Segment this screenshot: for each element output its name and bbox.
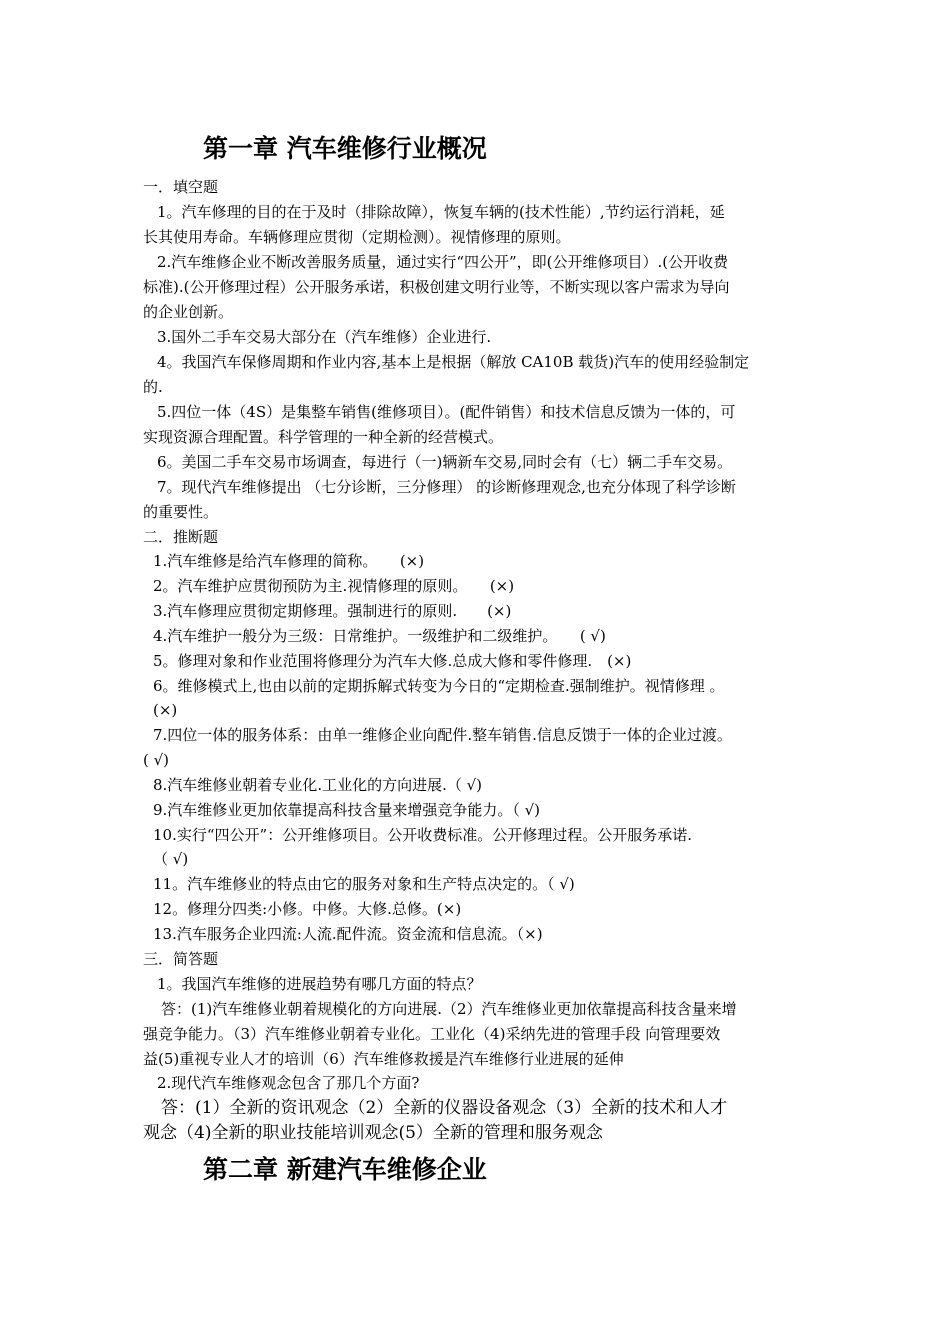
fill-in-q4: 4。我国汽车保修周期和作业内容,基本上是根据（解放 CA10B 载货)汽车的使用经验制定 (157, 353, 750, 371)
judgment-q10-answer: （ √) (153, 850, 189, 868)
judgment-q3: 3.汽车修理应贯彻定期修理。强制进行的原则. (×) (153, 602, 512, 620)
judgment-q7-answer: ( √) (143, 751, 170, 769)
chapter-2-title: 第二章 新建汽车维修企业 (203, 1155, 487, 1184)
judgment-q1: 1.汽车维修是给汽车修理的简称。 (×) (153, 552, 425, 570)
short-answer-q1: 1。我国汽车维修的进展趋势有哪几方面的特点？ (157, 975, 482, 993)
judgment-q9: 9.汽车维修业更加依靠提高科技含量来增强竞争能力。（ √) (153, 801, 540, 819)
short-answer-q2: 2.现代汽车维修观念包含了那几个方面? (157, 1074, 420, 1092)
fill-in-q2-cont-1: 标准).(公开修理过程）公开服务承诺，积极创建文明行业等，不断实现以客户需求为导向 (143, 278, 730, 296)
short-answer-a1-cont-1: 强竞争能力。（3）汽车维修业朝着专业化。工业化（4)采纳先进的管理手段 向管理要效 (143, 1025, 721, 1043)
fill-in-q6: 6。美国二手车交易市场调查，每进行（一)辆新车交易,同时会有（七）辆二手车交易。 (157, 453, 733, 471)
fill-in-q5-cont: 实现资源合理配置。科学管理的一种全新的经营模式。 (143, 428, 504, 446)
fill-in-q1: 1。汽车修理的目的在于及时（排除故障），恢复车辆的(技术性能）,节约运行消耗，延 (157, 203, 725, 221)
short-answer-a1: 答：(1)汽车维修业朝着规模化的方向进展.（2）汽车维修业更加依靠提高科技含量来增 (161, 1000, 737, 1018)
section-heading-fill-in: 一．填空题 (143, 178, 219, 196)
judgment-q6: 6。维修模式上,也由以前的定期拆解式转变为今日的“定期检查.强制维护。视情修理 。 (153, 677, 725, 695)
judgment-q4: 4.汽车维护一般分为三级：日常维护。一级维护和二级维护。 ( √) (153, 627, 606, 645)
judgment-q6-answer: (×) (153, 701, 178, 719)
fill-in-q7-cont: 的重要性。 (143, 503, 219, 521)
short-answer-a1-cont-2: 益(5)重视专业人才的培训（6）汽车维修救援是汽车维修行业进展的延伸 (143, 1050, 624, 1068)
chapter-1-title: 第一章 汽车维修行业概况 (203, 134, 487, 163)
judgment-q13: 13.汽车服务企业四流:人流.配件流。资金流和信息流。（×) (153, 925, 543, 943)
judgment-q2: 2。汽车维护应贯彻预防为主.视情修理的原则。 (×) (153, 577, 515, 595)
judgment-q8: 8.汽车维修业朝着专业化.工业化的方向进展.（ √) (153, 776, 483, 794)
fill-in-q3: 3.国外二手车交易大部分在（汽车维修）企业进行. (157, 328, 492, 346)
judgment-q12: 12。修理分四类:小修。中修。大修.总修。(×) (153, 900, 462, 918)
judgment-q10: 10.实行“四公开”：公开维修项目。公开收费标准。公开修理过程。公开服务承诺. (153, 826, 692, 844)
fill-in-q2-cont-2: 的企业创新。 (143, 303, 234, 321)
fill-in-q5: 5.四位一体（4S）是集整车销售(维修项目）。(配件销售）和技术信息反馈为一体的，可 (157, 403, 736, 421)
fill-in-q1-cont: 长其使用寿命。车辆修理应贯彻（定期检测）。视情修理的原则。 (143, 228, 571, 246)
fill-in-q2: 2.汽车维修企业不断改善服务质量，通过实行“四公开”，即(公开维修项目）.(公开收费 (157, 253, 729, 271)
section-heading-judgment: 二．推断题 (143, 528, 219, 546)
short-answer-a2-cont: 观念（4)全新的职业技能培训观念(5）全新的管理和服务观念 (143, 1123, 603, 1143)
short-answer-a2: 答：(1）全新的资讯观念（2）全新的仪器设备观念（3）全新的技术和人才 (161, 1098, 728, 1118)
fill-in-q7: 7。现代汽车维修提出 （七分诊断，三分修理） 的诊断修理观念,也充分体现了科学诊断 (157, 478, 736, 496)
fill-in-q4-cont: 的. (143, 378, 163, 396)
judgment-q5: 5。修理对象和作业范围将修理分为汽车大修.总成大修和零件修理. (×) (153, 652, 632, 670)
section-heading-short-answer: 三．简答题 (143, 950, 219, 968)
judgment-q7: 7.四位一体的服务体系：由单一维修企业向配件.整车销售.信息反馈于一体的企业过渡。 (153, 726, 732, 744)
judgment-q11: 11。汽车维修业的特点由它的服务对象和生产特点决定的。（ √) (153, 875, 575, 893)
